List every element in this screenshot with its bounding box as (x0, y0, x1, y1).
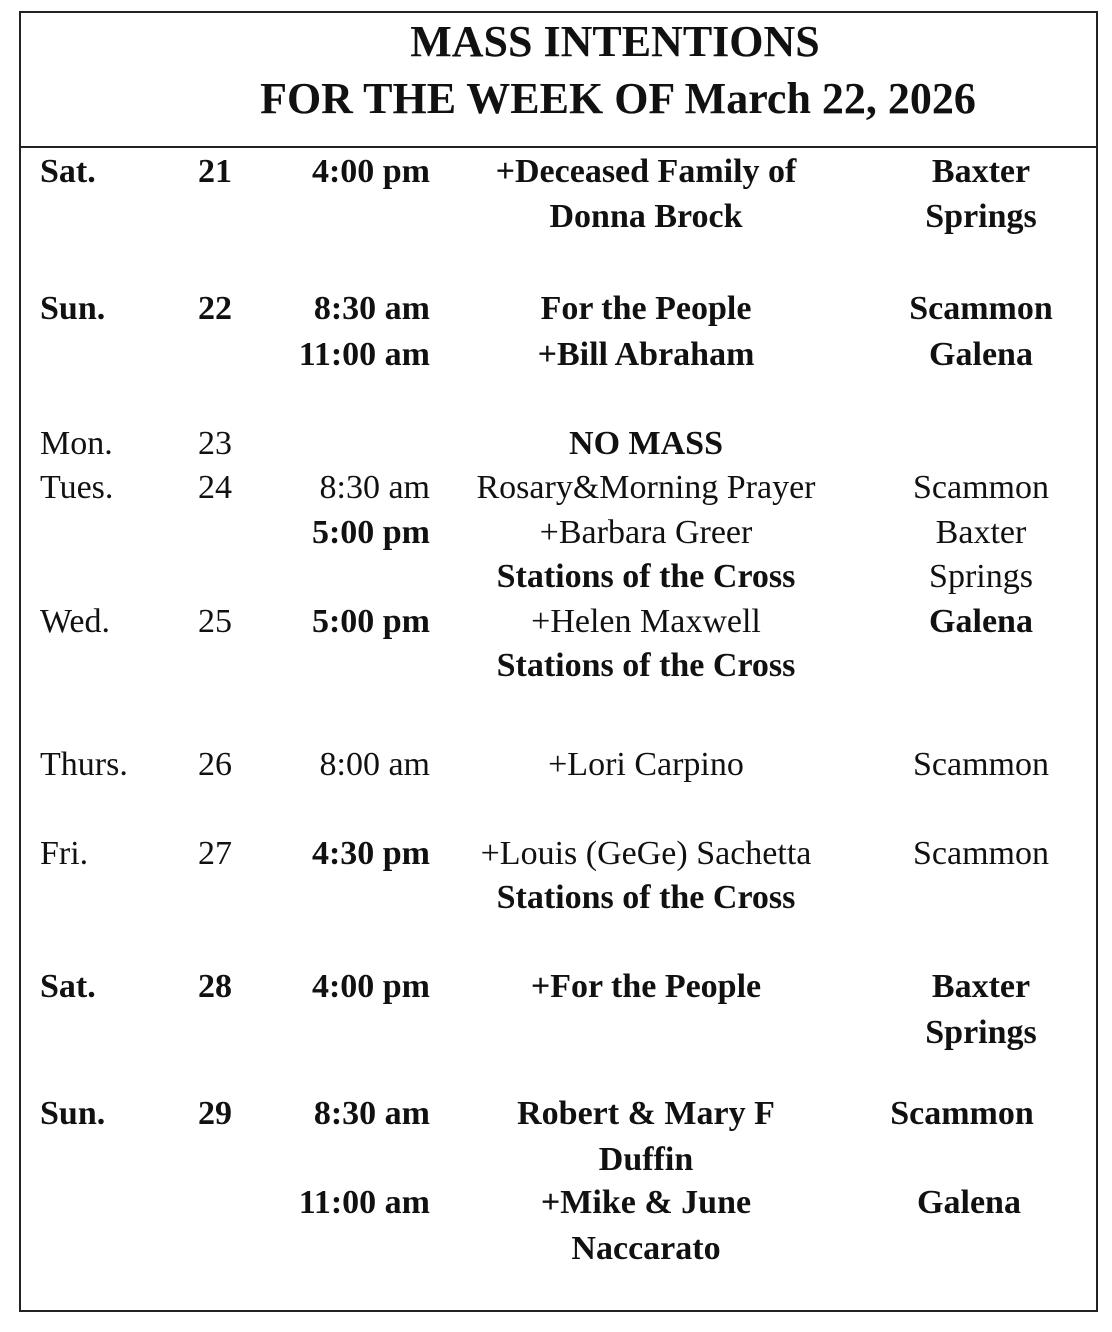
location-text: Springs (929, 558, 1033, 595)
location-text: Galena (929, 336, 1033, 373)
intention-text: Stations of the Cross (496, 647, 796, 684)
day-label: Sat. (40, 968, 96, 1005)
date-number: 28 (198, 968, 232, 1005)
title-line-1: MASS INTENTIONS (410, 17, 820, 66)
location-text: Scammon (890, 1095, 1034, 1132)
intention-text: Rosary&Morning Prayer (476, 469, 816, 506)
mass-time: 5:00 pm (311, 603, 430, 640)
day-label: Wed. (40, 603, 110, 640)
location-text: Baxter (931, 153, 1031, 190)
mass-time: 4:00 pm (311, 968, 430, 1005)
intention-text: Stations of the Cross (496, 558, 796, 595)
date-number: 21 (198, 153, 232, 190)
intention-text: +Mike & June (540, 1184, 752, 1221)
intention-text: +Bill Abraham (537, 336, 755, 373)
date-number: 24 (198, 469, 232, 506)
date-number: 23 (198, 425, 232, 462)
date-number: 26 (198, 746, 232, 783)
title-line-2: FOR THE WEEK OF March 22, 2026 (260, 74, 976, 123)
location-text: Scammon (913, 746, 1049, 783)
mass-time: 11:00 am (298, 336, 430, 373)
intention-text: Stations of the Cross (496, 879, 796, 916)
location-text: Baxter (935, 514, 1027, 551)
intention-text: +For the People (530, 968, 762, 1005)
date-number: 25 (198, 603, 232, 640)
intention-text: +Helen Maxwell (531, 603, 761, 640)
location-text: Galena (929, 603, 1033, 640)
mass-time: 4:30 pm (311, 835, 430, 872)
intention-text: +Louis (GeGe) Sachetta (480, 835, 812, 872)
mass-time: 8:30 am (313, 1095, 430, 1132)
mass-time: 8:30 am (313, 290, 430, 327)
intention-text: Donna Brock (549, 198, 743, 235)
day-label: Mon. (40, 425, 113, 462)
location-text: Springs (925, 198, 1037, 235)
day-label: Fri. (40, 835, 89, 872)
intention-text: +Deceased Family of (495, 153, 797, 190)
date-number: 27 (198, 835, 232, 872)
location-text: Galena (917, 1184, 1021, 1221)
location-text: Springs (925, 1014, 1037, 1051)
date-number: 22 (198, 290, 232, 327)
intention-text: Duffin (598, 1141, 694, 1178)
intention-text: NO MASS (569, 425, 723, 462)
date-number: 29 (198, 1095, 232, 1132)
day-label: Sat. (40, 153, 96, 190)
day-label: Sun. (40, 1095, 106, 1132)
day-label: Sun. (40, 290, 106, 327)
mass-time: 11:00 am (298, 1184, 430, 1221)
intention-text: +Barbara Greer (539, 514, 753, 551)
location-text: Scammon (909, 290, 1053, 327)
intention-text: Robert & Mary F (517, 1095, 775, 1132)
location-text: Scammon (913, 469, 1049, 506)
day-label: Thurs. (40, 746, 128, 783)
mass-time: 5:00 pm (311, 514, 430, 551)
location-text: Scammon (913, 835, 1049, 872)
day-label: Tues. (40, 469, 114, 506)
location-text: Baxter (931, 968, 1031, 1005)
intention-text: Naccarato (571, 1230, 721, 1267)
mass-time: 8:00 am (319, 746, 430, 783)
intention-text: +Lori Carpino (548, 746, 744, 783)
mass-time: 8:30 am (319, 469, 430, 506)
mass-time: 4:00 pm (311, 153, 430, 190)
intention-text: For the People (540, 290, 752, 327)
